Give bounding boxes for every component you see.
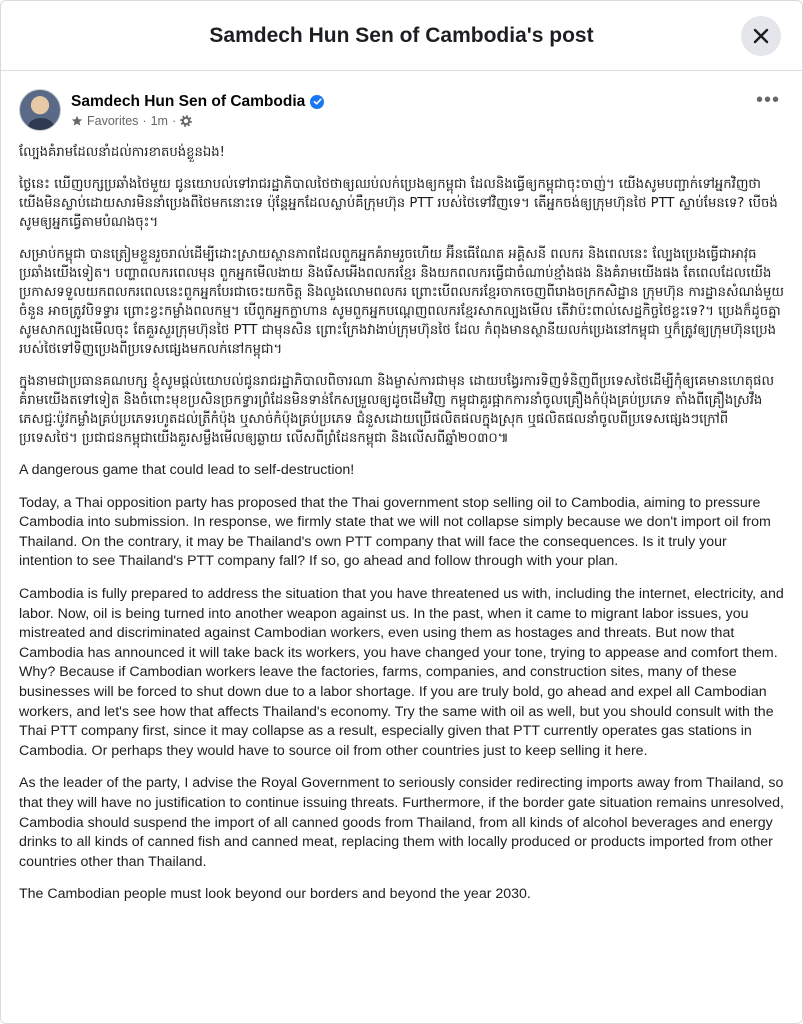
- english-paragraph: Cambodia is fully prepared to address the situation that you have threatened us with, including the internet, electricity, and labor. Now, oil is being turned into another weapon against us. In the past, when it came to migrant labor issues, you mistreated and discriminated against Cambodian workers, even using them as hostages and threats. But now that Cambodia has announced it will take back its workers, you have changed your tone, trying to appease and comfort them. Why? Because if Cambodian workers leave the factories, farms, companies, and construction sites, many of these businesses will be forced to shut down due to a labor shortage. If you are truly bold, go ahead and expel all Cambodian workers, and let's see how that affects Thailand's economy. Try the same with oil as well, but you should consult with the Thai PTT company first, since it may collapse as a result, especially given that PTT currently operates gas stations in Cambodia. Or perhaps they would have to source oil from other countries just to keep selling it here.: [19, 585, 784, 759]
- author-name[interactable]: Samdech Hun Sen of Cambodia: [71, 92, 306, 110]
- author-block: [71, 93, 324, 128]
- separator-dot: ·: [142, 113, 147, 128]
- post-header: [19, 85, 784, 135]
- english-paragraph: Today, a Thai opposition party has proposed that the Thai government stop selling oil to Cambodia, aiming to pressure Cambodia into submission. In response, we firmly state that we will not collapse simply because we don't import oil from Thailand. On the contrary, it may be Thailand's own PTT company that will face the consequences. Is it truly your intention to see Thailand's PTT company fall? If so, go ahead and follow through with your plan.: [19, 494, 771, 570]
- verified-badge-icon: [310, 95, 324, 109]
- english-paragraph: As the leader of the party, I advise the Royal Government to seriously consider redirecting imports away from Thailand, so that they will have no justification to continue issuing threats. Furthermore, if the border gate situation remains unresolved, Cambodia should suspend the import of all canned goods from Thailand, from all kinds of alcohol beverages and energy drinks to all kinds of canned fish and canned meat, replacing them with locally produced or products imported from other countries other than Thailand.: [19, 775, 784, 870]
- khmer-paragraph: ថ្ងៃនេះ ឃើញបក្សប្រឆាំងថៃមួយ ជូនយោបល់ទៅរាជរដ្ឋាភិបាលថៃថាឲ្យឈប់លក់ប្រេងឲ្យកម្ពុជា ដែលនិងធ្វើឲ្យកម្ពុជាចុះចាញ់។ យើងសូមបញ្ជាក់ទៅអ្នកវិញថា យើងមិនស្លាប់ដោយសារមិននាំប្រេងពីថៃមកនោះទេ ប៉ុន្តែអ្នកដែលស្លាប់គឺក្រុមហ៊ុន PTT របស់ថៃទៅវិញទេ។ តើអ្នកចង់ឲ្យក្រុមហ៊ុនថៃ PTT ស្លាប់មែនទេ? បើចង់ សូមឲ្យអ្នកធ្វើតាមបំណងចុះ។: [19, 177, 778, 230]
- author-avatar[interactable]: [19, 89, 61, 131]
- close-button[interactable]: [741, 16, 781, 56]
- khmer-title: ល្បែងគំរាមដែលនាំដល់ការខាតបង់ខ្លួនឯង!: [19, 145, 225, 160]
- dialog-title: Samdech Hun Sen of Cambodia's post: [209, 23, 594, 47]
- khmer-paragraph: ក្នុងនាមជាប្រធានគណបក្ស ខ្ញុំសូមផ្ដល់យោបល់ជូនរាជរដ្ឋាភិបាលពិចារណា និងម្ចាស់ការជាមុន ដោយបង្វែរការទិញទំនិញពីប្រទេសថៃដើម្បីកុំឲ្យគេមានហេតុផលគំរាមយើងតទៅទៀត និងចំពោះមុខប្រសិនច្រកទ្វារព្រំដែនមិនទាន់កែសម្រួលឲ្យដូចដើមវិញ កម្ពុជាគួរផ្អាកការនាំចូលគ្រឿងកំប៉ុងគ្រប់ប្រភេទ តាំងពីគ្រឿងស្រវឹង ភេសជ្ជៈប៉ូវកម្លាំងគ្រប់ប្រភេទរហូតដល់ត្រីកំប៉ុង ឬសាច់កំប៉ុងគ្រប់ប្រភេទ ជំនួសដោយប្រើផលិតផលក្នុងស្រុក ឬផលិតផលនាំចូលពីប្រទេសផ្សេងៗក្រៅពីប្រទេសថៃ។ ប្រជាជនកម្ពុជាយើងគួរសម្លឹងមើលឲ្យឆ្ងាយ លើសពីព្រំដែនកម្ពុជា និងលើសពីឆ្នាំ២០៣០៕: [19, 374, 775, 446]
- dialog-header: [1, 1, 802, 71]
- post-body: [19, 143, 784, 905]
- post-meta: [71, 114, 324, 128]
- english-title: A dangerous game that could lead to self-destruction!: [19, 462, 355, 478]
- more-options-icon[interactable]: •••: [755, 89, 780, 111]
- khmer-paragraph: សម្រាប់កម្ពុជា បានត្រៀមខ្លួនរួចរាល់ដើម្បីដោះស្រាយស្ថានភាពដែលពួកអ្នកគំរាមរួចហើយ អ៊ីនធើណែត អគ្គិសនី ពលករ និងពេលនេះ ល្បែងប្រេងធ្វើជាអាវុធប្រឆាំងយើងទៀត។ បញ្ហាពលករពេលមុន ពួកអ្នកមើលងាយ និងរើសអើងពលករខ្មែរ និងយកពលករធ្វើជាចំណាប់ខ្មាំងផង និងគំរាមយើងផង តែពេលដែលយើងប្រកាសទទួលយកពលករពេលនេះពួកអ្នកបែរជាចេះយកចិត្ត និងលួងលោមពលករ ព្រោះបើពលករខ្មែរចាកចេញពីរោងចក្រកសិដ្ឋាន ក្រុមហ៊ុន ការដ្ឋានសំណង់មួយចំនួន អាចត្រូវបិទទ្វារ ព្រោះខ្វះកម្លាំងពលកម្ម។ បើពួកអ្នកក្លាហាន សូមពួកអ្នកបណ្ដេញពលករខ្មែរសាកល្បងមើល តើវាប៉ះពាល់សេដ្ឋកិច្ចថៃខ្លះទេ?។ ប្រេងក៏ដូចគ្នាសូមសាកល្បងមើលចុះ តែគួរសួរក្រុមហ៊ុនថៃ PTT ជាមុនសិន ព្រោះក្រែងវាងាប់ក្រុមហ៊ុនថៃ ដែល កំពុងមានស្ថានីយលក់ប្រេងនៅកម្ពុជា ឬក៏ត្រូវឲ្យក្រុមហ៊ុនប្រេងរបស់ថៃទៅទិញប្រេងពីប្រទេសផ្សេងមកលក់នៅកម្ពុជា។: [19, 247, 784, 357]
- english-paragraph: The Cambodian people must look beyond our borders and beyond the year 2030.: [19, 886, 531, 903]
- separator-dot: ·: [171, 113, 177, 128]
- star-icon: [71, 115, 83, 127]
- close-icon: [753, 28, 769, 44]
- audience-label[interactable]: Favorites: [87, 113, 139, 128]
- post-time[interactable]: 1m: [150, 113, 168, 128]
- post: [1, 71, 802, 905]
- gear-icon: [180, 115, 192, 127]
